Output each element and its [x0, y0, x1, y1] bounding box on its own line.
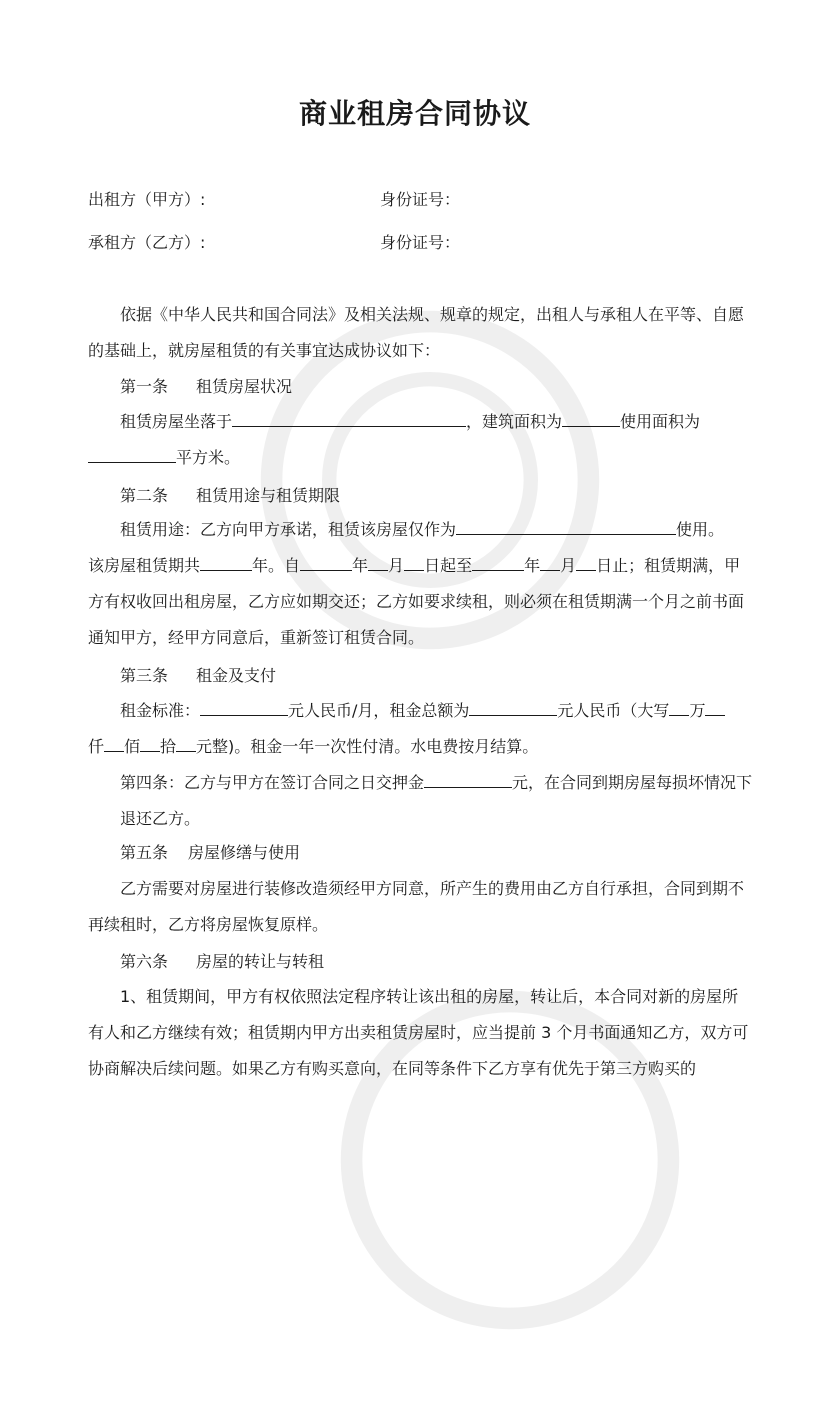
text-segment: 方有权收回出租房屋，乙方应如期交还；乙方如要求续租，则必须在租赁期满一个月之前书面通知甲方，经甲方同意后，重新签订租赁合同。: [88, 592, 745, 647]
usage-blank: [456, 516, 676, 535]
amount-blank: [705, 697, 725, 716]
article-body: 1、租赁期间，甲方有权依照法定程序转让该出租的房屋，转让后，本合同对新的房屋所有人和乙方继续有效；租赁期内甲方出卖租赁房屋时，应当提前 3 个月书面通知乙方，双方可协商解决后续问题。如果乙方有购买意向，在同等条件下乙方享有优先于第三方购买的: [88, 987, 749, 1078]
text-segment: 拾: [160, 737, 177, 756]
total-rent-blank: [469, 697, 557, 716]
text-segment: 使用。: [676, 520, 725, 539]
text-segment: 日止；租赁期满，甲: [596, 556, 741, 575]
text-segment: 平方米。: [176, 448, 241, 467]
amount-blank: [669, 697, 689, 716]
article-heading: [120, 665, 276, 687]
text-segment: 租金标准：: [120, 701, 201, 720]
article-number: 第二条: [120, 486, 169, 505]
usable-area-blank: [88, 444, 176, 463]
article-body: [88, 765, 754, 837]
article-title: 租赁用途与租赁期限: [196, 486, 341, 505]
article-body: [88, 693, 754, 765]
article-title: 房屋的转让与转租: [196, 952, 325, 971]
amount-blank: [140, 733, 160, 752]
day-blank: [576, 552, 596, 571]
text-segment: 日起至: [424, 556, 473, 575]
text-segment: 租赁用途：乙方向甲方承诺，租赁该房屋仅作为: [120, 520, 457, 539]
text-segment: 仟: [88, 737, 105, 756]
text-segment: 万: [689, 701, 706, 720]
text-segment: 元人民币（大写: [557, 701, 670, 720]
lessee-label: 承租方（乙方）:: [88, 233, 206, 252]
article-heading: [120, 842, 300, 864]
text-segment: 元整)。租金一年一次性付清。水电费按月结算。: [196, 737, 539, 756]
text-segment: 使用面积为: [620, 412, 701, 431]
article-title: 租赁房屋状况: [196, 377, 293, 396]
text-segment: 第四条：乙方与甲方在签订合同之日交押金: [120, 773, 425, 792]
lessor-id-label: 身份证号：: [380, 190, 461, 209]
article-number: 第六条: [120, 952, 169, 971]
day-blank: [404, 552, 424, 571]
text-segment: 元，在合同到期房屋每损坏情况下退还乙方。: [120, 773, 753, 828]
deposit-blank: [424, 769, 512, 788]
text-segment: 租赁房屋坐落于: [120, 412, 233, 431]
text-segment: 月: [388, 556, 405, 575]
text-segment: 年: [352, 556, 369, 575]
article-number: 第一条: [120, 377, 169, 396]
article-number: 第三条: [120, 666, 169, 685]
intro-paragraph: 依据《中华人民共和国合同法》及相关法规、规章的规定，出租人与承租人在平等、自愿的基础上，就房屋租赁的有关事宜达成协议如下：: [88, 305, 745, 360]
page-title: 商业租房合同协议: [298, 97, 531, 130]
year-blank: [472, 552, 524, 571]
article-heading: [120, 951, 324, 973]
article-number: 第五条: [120, 843, 169, 862]
monthly-rent-blank: [200, 697, 288, 716]
month-blank: [540, 552, 560, 571]
year-blank: [300, 552, 352, 571]
article-body: 乙方需要对房屋进行装修改造须经甲方同意，所产生的费用由乙方自行承担，合同到期不再续租时，乙方将房屋恢复原样。: [88, 879, 745, 934]
article-body: [88, 404, 754, 476]
text-segment: 年。自: [252, 556, 301, 575]
month-blank: [368, 552, 388, 571]
text-segment: 年: [524, 556, 541, 575]
text-segment: ，建筑面积为: [466, 412, 563, 431]
text-segment: 该房屋租赁期共: [88, 556, 201, 575]
term-blank: [200, 552, 252, 571]
text-segment: 佰: [124, 737, 141, 756]
article-title: 房屋修缮与使用: [188, 843, 301, 862]
area-blank: [562, 408, 620, 427]
article-heading: [120, 485, 340, 507]
amount-blank: [104, 733, 124, 752]
text-segment: 月: [560, 556, 577, 575]
article-title: 租金及支付: [196, 666, 277, 685]
address-blank: [232, 408, 466, 427]
lessor-label: 出租方（甲方）:: [88, 190, 206, 209]
lessee-id-label: 身份证号：: [380, 233, 461, 252]
text-segment: 元人民币/月，租金总额为: [288, 701, 470, 720]
amount-blank: [176, 733, 196, 752]
article-heading: [120, 376, 292, 398]
article-body: [88, 512, 754, 656]
